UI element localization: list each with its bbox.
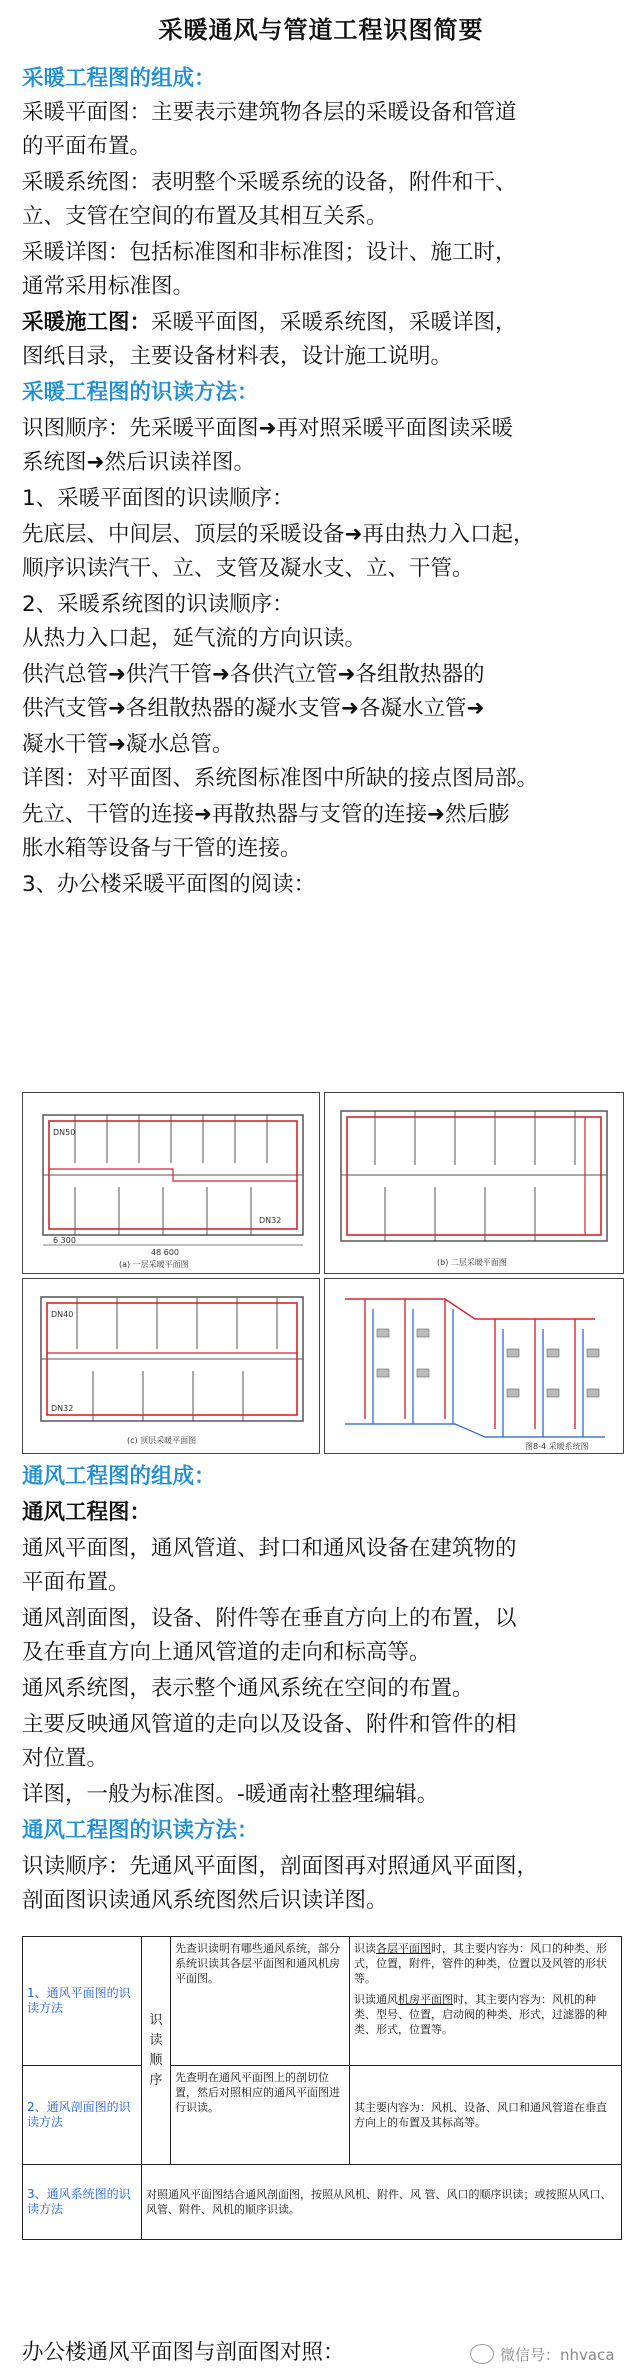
figure-heating-system [324,1278,624,1454]
construction-label: 采暖施工图： [22,310,152,335]
figure-first-floor-plan [22,1092,320,1274]
pipe-label: DN32 [51,1404,74,1413]
table-cell-content [350,1937,622,2066]
text-line: 识图顺序：先采暖平面图➜再对照采暖平面图读采暖 [22,416,514,441]
text-line: 系统图➜然后识读祥图。 [22,450,256,475]
text-line-footer: 办公楼通风平面图与剖面图对照： [22,2340,345,2365]
heading-ventilation-composition: 通风工程图的组成： [22,1464,216,1489]
figure-caption-c: (c) 顶层采暖平面图 [127,1436,197,1445]
dimension-label: 6 300 [53,1236,76,1245]
text-line: 的平面布置。 [22,134,152,159]
page-title: 采暖通风与管道工程识图简要 [158,16,484,44]
text-line: 供汽支管➜各组散热器的凝水支管➜各凝水立管➜ [22,696,485,721]
text-line: 顺序识读汽干、立、支管及凝水支、立、干管。 [22,556,474,581]
text-line: 平面布置。 [22,1570,130,1595]
heading-ventilation-reading: 通风工程图的识读方法： [22,1818,259,1843]
floor-plan-drawing-b [325,1093,623,1273]
text-line: 先底层、中间层、顶层的采暖设备➜再由热力入口起， [22,522,535,547]
ventilation-reading-table [22,1936,622,2240]
underlined-text: 机房平面图 [398,1993,453,2006]
text-line: 通风平面图，通风管道、封口和通风设备在建筑物的 [22,1536,517,1561]
text-line: 从热力入口起，延气流的方向识读。 [22,626,367,651]
table-cell-order: 识读顺序 [142,1937,171,2165]
table-row [23,1937,622,2066]
table-cell-desc: 对照通风平面图结合通风剖面图，按照从风机、附件、风 管、风口的顺序识读；或按照从风口、 风管、附件、风机的顺序识读。 [142,2165,622,2240]
pipe-label: DN50 [53,1128,76,1137]
floor-plan-drawing-a [23,1093,319,1273]
subheading-ventilation: 通风工程图： [22,1500,152,1525]
content-para [354,1941,617,1986]
text-line: 供汽总管➜供汽干管➜各供汽立管➜各组散热器的 [22,662,485,687]
pipe-label: DN40 [51,1310,74,1319]
wechat-icon [470,2344,494,2364]
text-line: 3、办公楼采暖平面图的阅读： [22,872,316,897]
text-line: 1、采暖平面图的识读顺序： [22,486,294,511]
pipe-label: DN32 [259,1216,282,1225]
text-line: 采暖系统图：表明整个采暖系统的设备，附件和干、 [22,170,517,195]
heating-plan-figures [22,1092,622,1452]
table-cell-method: 1、通风平面图的识读方法 [23,1937,142,2066]
text-line: 采暖详图：包括标准图和非标准图；设计、施工时， [22,240,517,265]
heading-heating-composition: 采暖工程图的组成： [22,66,216,91]
figure-caption-b: (b) 二层采暖平面图 [437,1258,507,1267]
dimension-label: 48 600 [151,1248,179,1257]
text-line: 及在垂直方向上通风管道的走向和标高等。 [22,1640,431,1665]
figure-second-floor-plan [324,1092,624,1274]
text-line: 通风系统图，表示整个通风系统在空间的布置。 [22,1676,474,1701]
table-cell-method: 2、通风剖面图的识读方法 [23,2066,142,2165]
text-line: 详图，一般为标准图。-暖通南社整理编辑。 [22,1782,439,1807]
text-line: 先立、干管的连接➜再散热器与支管的连接➜然后膨 [22,802,510,827]
heading-heating-reading: 采暖工程图的识读方法： [22,380,259,405]
text-line: 立、支管在空间的布置及其相互关系。 [22,204,388,229]
floor-plan-drawing-c [23,1279,319,1453]
text-line: 凝水干管➜凝水总管。 [22,732,234,757]
text-line: 剖面图识读通风系统图然后识读详图。 [22,1888,388,1913]
watermark-text: 微信号：nhvaca [500,2346,615,2364]
text-line: 通风剖面图，设备、附件等在垂直方向上的布置，以 [22,1606,517,1631]
content-para [354,1992,617,2037]
table-row [23,2165,622,2240]
text-line: 对位置。 [22,1746,109,1771]
text-line: 胀水箱等设备与干管的连接。 [22,836,302,861]
text: 时，其主要内容为：风机的种类、型号、位置，启动阀的种类、形式，过滤器的种类、形式，位置等。 [354,1993,607,2036]
text: 时，其主要内容为：风口的种类、形式，位置，附件，管件的种类，位置以及风管的形状等。 [354,1942,607,1985]
table-cell-method: 3、通风系统图的识读方法 [23,2165,142,2240]
text-line: 2、采暖系统图的识读顺序： [22,592,294,617]
text-line: 通常采用标准图。 [22,274,195,299]
figure-top-floor-plan [22,1278,320,1454]
text-line: 识读顺序：先通风平面图，剖面图再对照通风平面图， [22,1854,539,1879]
figure-caption-d: 图8-4 采暖系统图 [525,1442,589,1451]
text-line: 采暖平面图：主要表示建筑物各层的采暖设备和管道 [22,100,517,125]
figure-caption-a: (a) 一层采暖平面图 [119,1260,189,1269]
text-line: 图纸目录，主要设备材料表，设计施工说明。 [22,344,453,369]
text: 识读 [354,1942,376,1955]
text-line-construction [22,306,622,340]
text-line: 主要反映通风管道的走向以及设备、附件和管件的相 [22,1712,517,1737]
text: 识读通风 [354,1993,398,2006]
construction-text: 采暖平面图，采暖系统图，采暖详图， [151,310,517,335]
table-row [23,2066,622,2165]
system-drawing-d [325,1279,623,1453]
table-cell-desc: 先查识读明有哪些通风系统，部分系统识读其各层平面图和通风机房平面图。 [171,1937,350,2066]
text-line: 详图：对平面图、系统图标准图中所缺的接点图局部。 [22,766,539,791]
table-cell-desc: 先查明在通风平面图上的剖切位置，然后对照相应的通风平面图进行识读。 [171,2066,350,2165]
underlined-text: 各层平面图 [376,1942,431,1955]
table-cell-content: 其主要内容为：风机、设备、风口和通风管道在垂直方向上的布置及其标高等。 [350,2066,622,2165]
watermark [470,2344,615,2366]
